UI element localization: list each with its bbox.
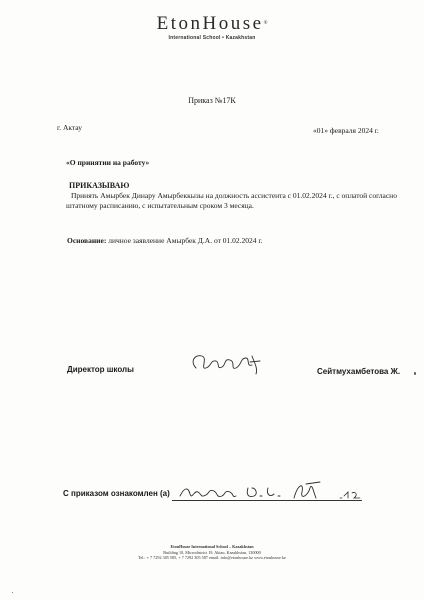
acknowledgement-label: С приказом ознакомлен (а) — [63, 489, 170, 498]
footer-org: EtonHouse International School – Kazakhstan — [170, 544, 254, 549]
footer-contacts: Tel.: + 7 7292 305 585, + 7 7292 305 587 email: info@etonhouse.kz www.etonhouse.kz — [138, 555, 286, 560]
city: г. Актау — [57, 123, 83, 132]
director-name: Сейтмухамбетова Ж. — [317, 367, 401, 376]
scan-speck — [414, 372, 416, 375]
logo-wordmark — [0, 14, 424, 34]
school-logo — [0, 14, 424, 41]
order-date: «01» февраля 2024 г. — [313, 126, 379, 135]
logo-main-text: EtonHouse — [156, 13, 264, 34]
employee-signature — [176, 478, 376, 504]
decree-heading: ПРИКАЗЫВАЮ — [69, 181, 130, 190]
director-signature — [186, 348, 276, 378]
logo-subtitle: International School • Kazakhstan — [168, 35, 256, 41]
order-basis — [67, 236, 262, 245]
footer-address: Building 10, Microdistrict 19, Aktau, Kazakhstan, 130000 — [163, 549, 261, 555]
order-title: Приказ №17К — [188, 96, 236, 105]
scan-speck — [12, 592, 13, 593]
order-subject: «О принятии на работу» — [66, 158, 150, 167]
page-footer — [0, 544, 424, 561]
basis-label: Основание: — [67, 236, 107, 245]
basis-text: личное заявление Амырбек Д.А. от 01.02.2024 г. — [106, 236, 263, 245]
order-body: Принять Амырбек Динару Амырбеккызы на должность ассистента с 01.02.2024 г., с оплатой согласно штатному расписанию, с испытательным сроком 3 месяца. — [66, 191, 397, 210]
director-label: Директор школы — [67, 365, 134, 374]
logo-trademark: ® — [263, 21, 268, 26]
